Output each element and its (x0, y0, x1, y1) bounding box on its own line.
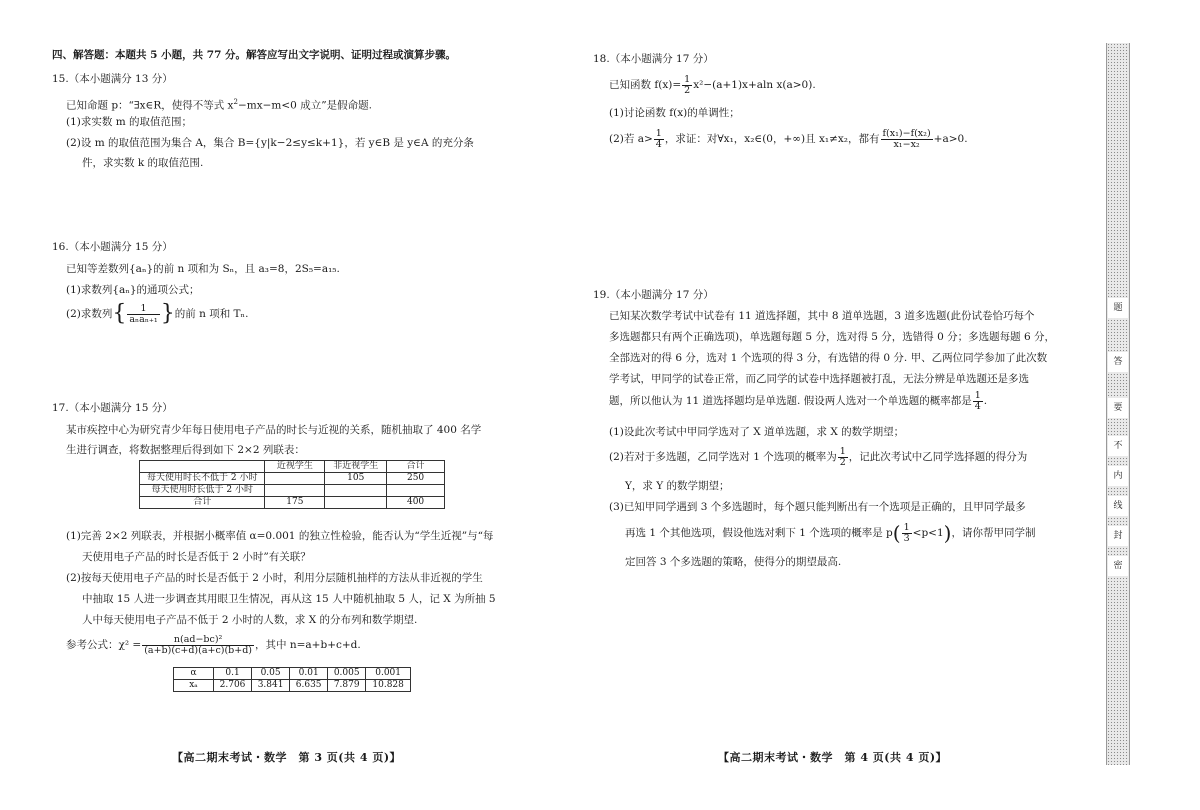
table-cell: 0.001 (366, 668, 411, 680)
table-header-cell (140, 461, 265, 473)
table-cell (325, 485, 387, 497)
seal-char: 内 (1108, 466, 1128, 486)
q17-part2-line3: 人中每天使用电子产品不低于 2 小时的人数，求 X 的分布列和数学期望. (82, 614, 418, 626)
table-row (140, 473, 445, 485)
q18-difference-fraction: $\frac{\text{f(x₁)−f(x₂)}}{\text{x₁−x₂}}$ (882, 127, 931, 150)
seal-char: 答 (1108, 352, 1128, 372)
q19-line: 多选题都只有两个正确选项)，单选题每题 5 分，选对得 5 分，选错得 0 分；多选题每题 6 分， (609, 331, 1056, 343)
q19-part3-line3: 定回答 3 个多选题的策略，使得分的期望最高. (625, 556, 842, 568)
q19-line5: 题，所以他认为 11 道选择题均是单选题. 假设两人选对一个单选题的概率都是 $\frac{1}{4}$ . (609, 389, 988, 412)
seal-char: 要 (1108, 398, 1128, 418)
table-cell: 0.005 (328, 668, 366, 680)
q19-half-fraction: $\frac{1}{2}$ (839, 445, 846, 468)
q15-stem: 已知命题 p：“∃x∈R，使得不等式 $x^2-mx-m<0$ 成立”是假命题. (66, 98, 372, 112)
q19-third-fraction: $\frac{1}{3}$ (903, 521, 910, 544)
q19-title: 19.（本小题满分 17 分） (593, 289, 714, 301)
q17-part1-line1: (1)完善 2×2 列联表，并根据小概率值 α=0.001 的独立性检验，能否认为“学生近视”与“每 (66, 530, 494, 542)
seal-char: 线 (1108, 496, 1128, 516)
table-cell (387, 485, 445, 497)
table-cell: 每天使用时长低于 2 小时 (140, 485, 265, 497)
q16-title: 16.（本小题满分 15 分） (52, 241, 173, 253)
table-cell (325, 497, 387, 509)
table-cell: 3.841 (252, 680, 290, 692)
q19-part2-line2: Y，求 Y 的数学期望； (625, 480, 730, 492)
chi-square-fraction: $\frac{\text{n(ad−bc)²}}{(a+b)(c+d)(a+c)(b+d)}$ (144, 633, 253, 656)
table-row (140, 497, 445, 509)
critical-value-table (173, 667, 411, 692)
q17-title: 17.（本小题满分 15 分） (52, 402, 173, 414)
q17-part1-line2: 天使用电子产品的时长是否低于 2 小时”有关联？ (82, 551, 311, 563)
q18-part2: (2)若 a> $\frac{1}{4}$ ，求证：对∀x₁，x₂∈(0，+∞)且 x₁≠x₂，都有 $\frac{\text{f(x₁)−f(x₂)}}{\text{x₁−x₂}}$ +a>0. (609, 127, 968, 150)
footer-page-4: 【高二期末考试・数学 第 4 页(共 4 页)】 (718, 751, 948, 764)
seal-char: 题 (1108, 298, 1128, 318)
table-cell: xₐ (174, 680, 214, 692)
q18-half-fraction: $\frac{1}{2}$ (684, 73, 691, 96)
q18-quarter-fraction: $\frac{1}{4}$ (655, 127, 662, 150)
table-cell: 105 (325, 473, 387, 485)
q19-part3-line2: 再选 1 个其他选项，假设他选对剩下 1 个选项的概率是 p( $\frac{1}{3}$ <p<1)，请你帮甲同学制 (625, 521, 1036, 545)
seal-char: 封 (1108, 526, 1128, 546)
table-cell: 250 (387, 473, 445, 485)
q19-quarter-fraction: $\frac{1}{4}$ (974, 389, 981, 412)
q16-part1: (1)求数列{aₙ}的通项公式； (66, 284, 200, 296)
table-cell: 2.706 (214, 680, 252, 692)
q19-line: 已知某次数学考试中试卷有 11 道选择题，其中 8 道单选题，3 道多选题(此份试卷恰巧每个 (609, 310, 1035, 322)
q18-part1: (1)讨论函数 f(x)的单调性； (609, 107, 740, 119)
q15-part2-line1: (2)设 m 的取值范围为集合 A，集合 B={y|k−2≤y≤k+1}，若 y∈B 是 y∈A 的充分条 (66, 137, 474, 149)
table-cell: 10.828 (366, 680, 411, 692)
table-cell (265, 473, 325, 485)
q16-part2: (2)求数列{ $\frac{1}{\text{aₙaₙ₊₁}}$ }的前 n 项和 Tₙ. (66, 301, 249, 326)
q17-stem-line2: 生进行调查，将数据整理后得到如下 2×2 列联表： (66, 444, 305, 456)
table-row (174, 668, 411, 680)
table-row (174, 680, 411, 692)
table-cell (265, 485, 325, 497)
q17-formula: 参考公式：χ² = $\frac{\text{n(ad−bc)²}}{(a+b)(c+d)(a+c)(b+d)}$ ，其中 n=a+b+c+d. (66, 633, 361, 656)
q16-stem: 已知等差数列{aₙ}的前 n 项和为 Sₙ，且 a₃=8，2S₅=a₁₅. (66, 263, 340, 275)
table-cell: 每天使用时长不低于 2 小时 (140, 473, 265, 485)
q17-stem-line1: 某市疾控中心为研究青少年每日使用电子产品的时长与近视的关系，随机抽取了 400 名学 (66, 424, 482, 436)
q19-part2: (2)若对于多选题，乙同学选对 1 个选项的概率为 $\frac{1}{2}$ ，记此次考试中乙同学选择题的得分为 (609, 445, 1028, 468)
table-header-cell: 合计 (387, 461, 445, 473)
table-cell: 400 (387, 497, 445, 509)
table-row (140, 485, 445, 497)
q19-part1: (1)设此次考试中甲同学选对了 X 道单选题，求 X 的数学期望； (609, 426, 905, 438)
q19-line: 全部选对的得 6 分，选对 1 个选项的得 3 分，有选错的得 0 分. 甲、乙两位同学参加了此次数 (609, 352, 1048, 364)
table-row (140, 461, 445, 473)
q15-title: 15.（本小题满分 13 分） (52, 73, 173, 85)
seal-char: 密 (1108, 556, 1128, 576)
table-cell: 0.01 (290, 668, 328, 680)
q16-fraction: $\frac{1}{\text{aₙaₙ₊₁}}$ (129, 302, 158, 325)
q19-part3-line1: (3)已知甲同学遇到 3 个多选题时，每个题只能判断出有一个选项是正确的，且甲同学最多 (609, 501, 1026, 513)
q17-part2-line1: (2)按每天使用电子产品的时长是否低于 2 小时，利用分层随机抽样的方法从非近视的学生 (66, 572, 483, 584)
q15-part1: (1)求实数 m 的取值范围； (66, 116, 193, 128)
q17-part2-line2: 中抽取 15 人进一步调查其用眼卫生情况，再从这 15 人中随机抽取 5 人，记 X 为所抽 5 (82, 593, 496, 605)
table-cell: 合计 (140, 497, 265, 509)
seal-char: 不 (1108, 436, 1128, 456)
q18-stem: 已知函数 f(x)= $\frac{1}{2}$ x²−(a+1)x+aln x(a>0). (609, 73, 816, 96)
table-cell: 0.1 (214, 668, 252, 680)
contingency-table (139, 460, 445, 509)
table-cell: α (174, 668, 214, 680)
q18-title: 18.（本小题满分 17 分） (593, 53, 714, 65)
table-header-cell: 近视学生 (265, 461, 325, 473)
table-header-cell: 非近视学生 (325, 461, 387, 473)
table-cell: 6.635 (290, 680, 328, 692)
table-cell: 7.879 (328, 680, 366, 692)
q15-part2-line2: 件，求实数 k 的取值范围. (82, 157, 204, 169)
table-cell: 0.05 (252, 668, 290, 680)
table-cell: 175 (265, 497, 325, 509)
q19-line: 学考试，甲同学的试卷正常，而乙同学的试卷中选择题被打乱，无法分辨是单选题还是多选 (609, 373, 1029, 385)
footer-page-3: 【高二期末考试・数学 第 3 页(共 4 页)】 (172, 751, 402, 764)
section-header: 四、解答题：本题共 5 小题，共 77 分。解答应写出文字说明、证明过程或演算步骤。 (52, 49, 457, 61)
